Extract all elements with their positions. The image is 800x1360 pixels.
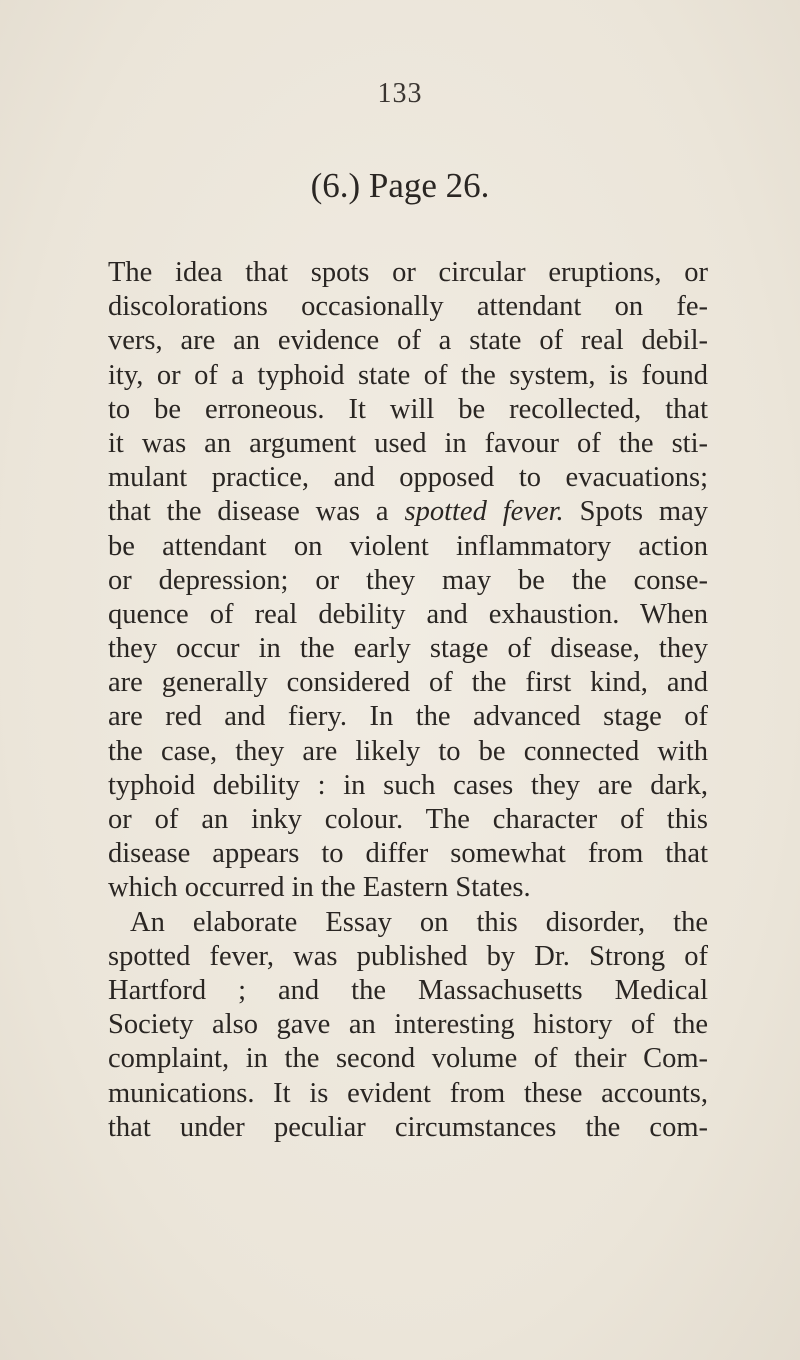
text-line: they occur in the early stage of disease, they: [108, 633, 708, 665]
text-line: typhoid debility : in such cases they are dark,: [108, 769, 708, 801]
text-line: to be erroneous. It will be recollected, that: [108, 393, 708, 425]
text-line: are red and fiery. In the advanced stage of: [108, 701, 708, 733]
italic-phrase: spotted fever.: [404, 496, 564, 528]
section-heading: (6.) Page 26.: [310, 166, 490, 205]
text-line-with-italic: [108, 495, 708, 529]
text-line: or depression; or they may be the conse-: [108, 564, 708, 596]
text-line: that under peculiar circumstances the com-: [108, 1111, 708, 1143]
text-line: Hartford ; and the Massachusetts Medical: [108, 974, 708, 1006]
page-number: 133: [377, 78, 423, 109]
text-line: which occurred in the Eastern States.: [108, 872, 531, 904]
text-line: be attendant on violent inflammatory action: [108, 530, 708, 562]
text-line: disease appears to differ somewhat from that: [108, 838, 708, 870]
text-line: discolorations occasionally attendant on fe-: [108, 291, 708, 323]
text-line: quence of real debility and exhaustion. When: [108, 598, 708, 630]
text-line: munications. It is evident from these accounts,: [108, 1077, 708, 1109]
text-line: ity, or of a typhoid state of the system, is found: [108, 359, 708, 391]
text-line: are generally considered of the first kind, and: [108, 667, 708, 699]
text-line: or of an inky colour. The character of this: [108, 804, 708, 835]
text-line: it was an argument used in favour of the sti-: [108, 427, 708, 459]
text-line: the case, they are likely to be connected with: [108, 735, 708, 767]
text-line: The idea that spots or circular eruptions, or: [108, 257, 708, 288]
text-segment: Spots may: [579, 496, 708, 528]
text-line: complaint, in the second volume of their Com-: [108, 1043, 708, 1075]
text-line: vers, are an evidence of a state of real debil-: [108, 325, 708, 357]
text-line: Society also gave an interesting history of the: [108, 1009, 708, 1041]
text-line: An elaborate Essay on this disorder, the: [130, 906, 708, 938]
text-segment: that the disease was a: [108, 496, 389, 528]
body-text: [108, 256, 708, 1145]
text-line: mulant practice, and opposed to evacuations;: [108, 462, 708, 494]
text-line: spotted fever, was published by Dr. Strong of: [108, 940, 708, 972]
